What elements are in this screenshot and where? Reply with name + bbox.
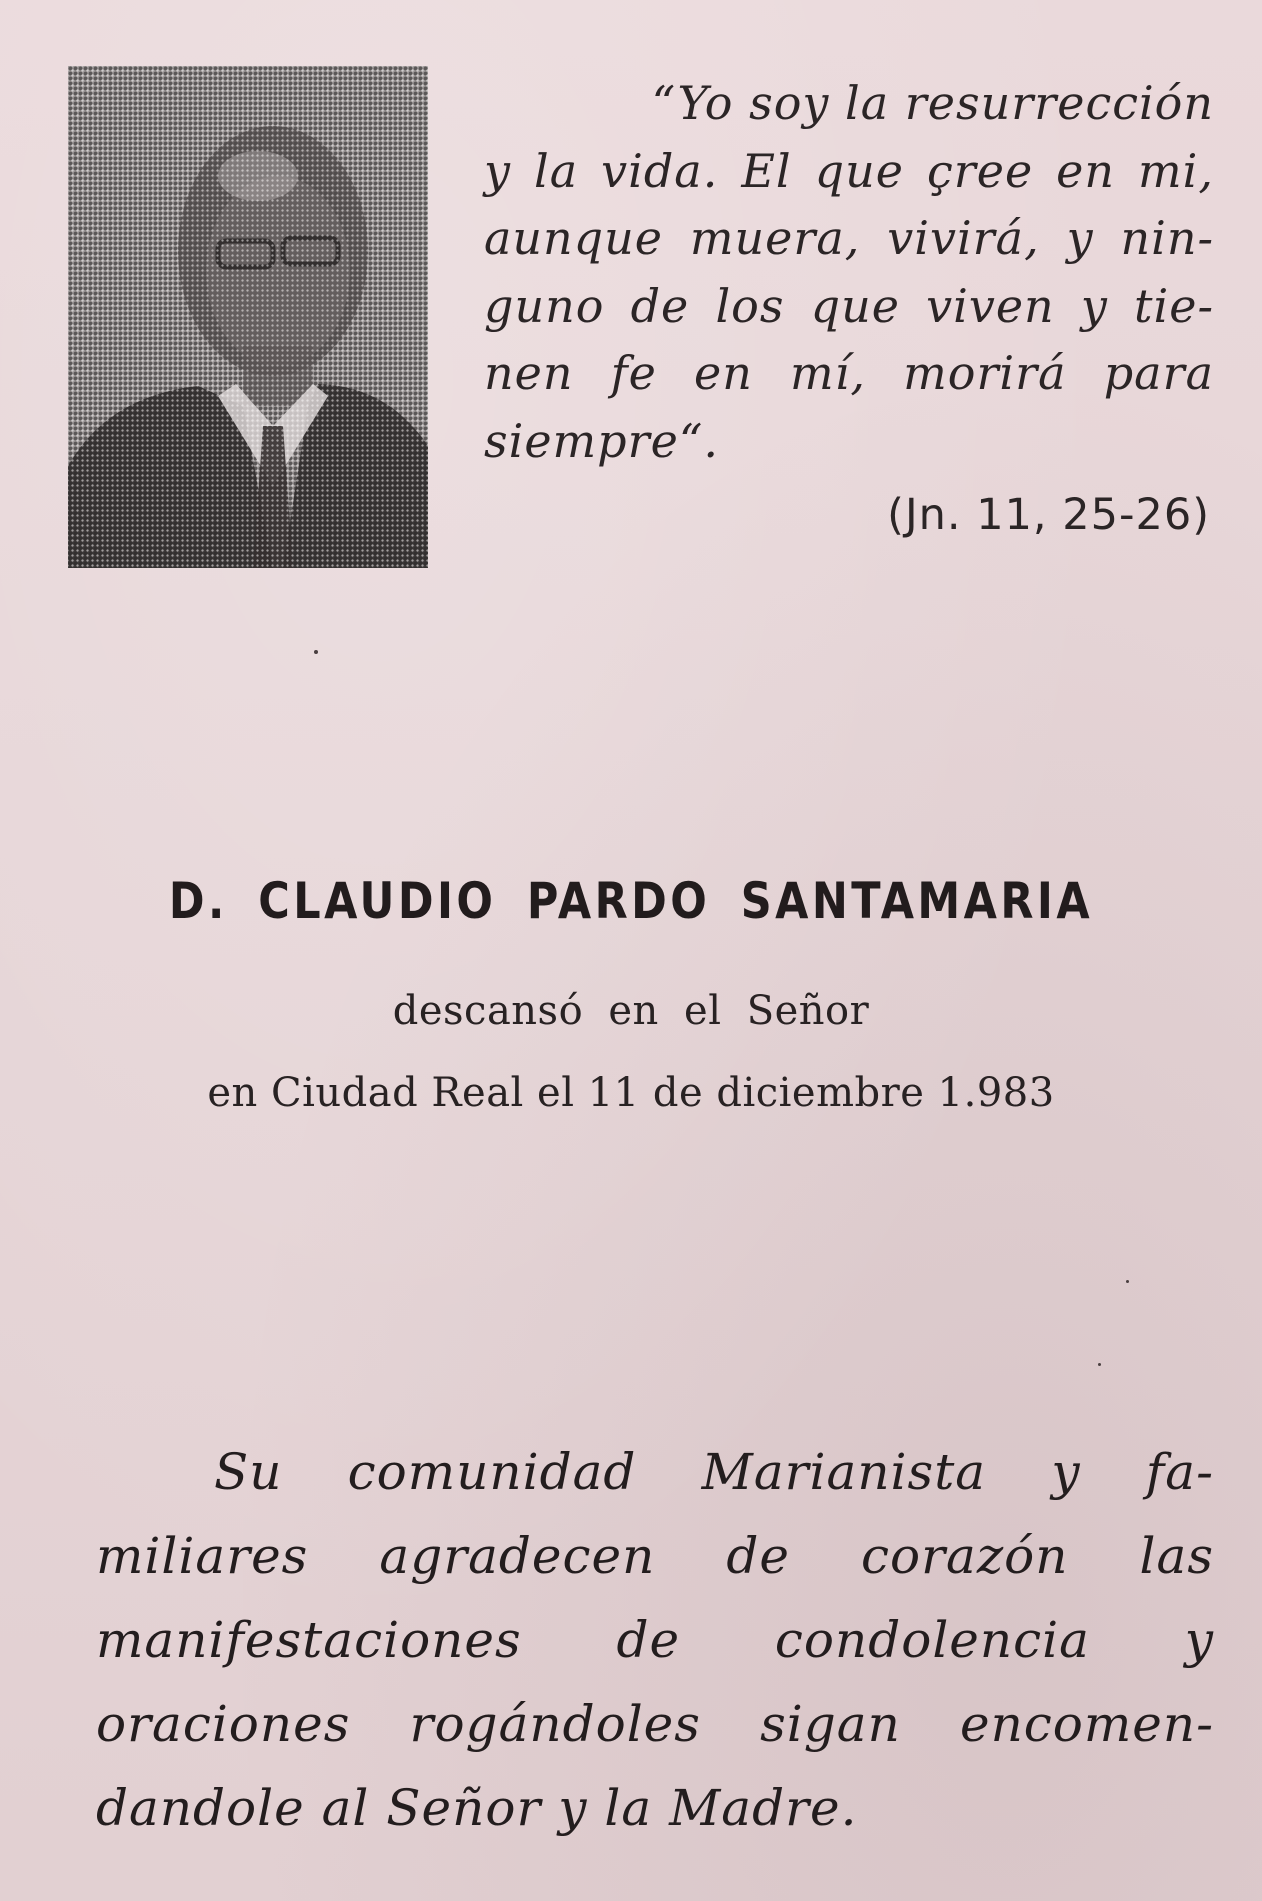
place-and-date: en Ciudad Real el 11 de diciembre 1.983 — [207, 1070, 1055, 1116]
quote-line: “Yo soy la resurrección — [651, 76, 1214, 130]
portrait-photo — [68, 66, 428, 568]
quote-line: nen fe en mí, morirá para — [484, 346, 1214, 400]
quote-line: guno de los que viven y tie- — [484, 278, 1214, 333]
quote-line: aunque muera, vivirá, y nin- — [484, 211, 1214, 265]
halftone-overlay — [68, 66, 428, 568]
paper-speck — [1126, 1280, 1129, 1283]
rest-statement: descansó en el Señor — [392, 988, 870, 1034]
closing-message — [96, 1430, 1214, 1850]
closing-line: dandole al Señor y la Madre. — [96, 1779, 858, 1837]
paper-speck — [1098, 1363, 1101, 1366]
closing-line: miliares agradecen de corazón las — [96, 1527, 1214, 1585]
closing-line: oraciones rogándoles sigan encomen- — [96, 1695, 1214, 1753]
closing-line: manifestaciones de condolencia y — [96, 1611, 1214, 1669]
closing-line: Su comunidad Marianista y fa- — [214, 1443, 1214, 1501]
paper-speck — [314, 650, 318, 654]
deceased-name: D. CLAUDIO PARDO SANTAMARIA — [168, 872, 1094, 930]
scripture-citation: (Jn. 11, 25-26) — [887, 490, 1210, 540]
quote-line: siempre“. — [484, 413, 719, 468]
scripture-quote — [484, 70, 1214, 475]
quote-line: y la vida. El que çree en mi, — [484, 143, 1214, 198]
